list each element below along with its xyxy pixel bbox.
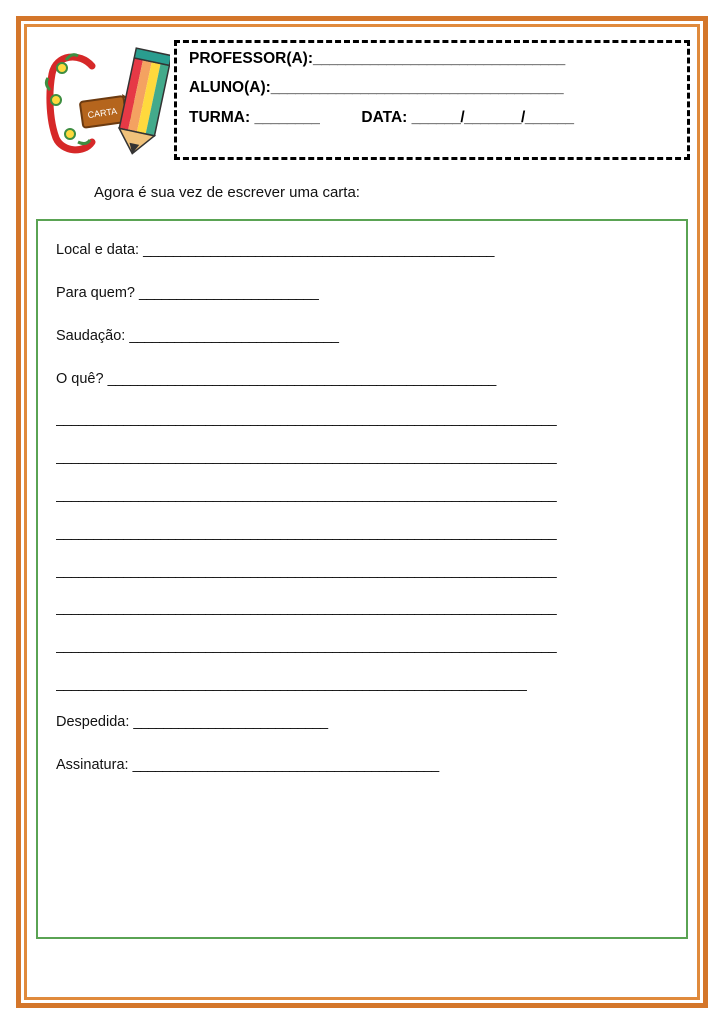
field-para-quem: [56, 286, 668, 302]
field-label: O quê?: [56, 371, 104, 387]
class-label: TURMA:: [189, 109, 251, 126]
writing-line[interactable]: ___________________________________________________________________: [56, 525, 557, 541]
letter-template-box: [36, 219, 688, 939]
field-label: Despedida:: [56, 715, 130, 731]
field-despedida: [56, 715, 668, 731]
student-blank[interactable]: ____________________________________: [270, 80, 564, 97]
writing-line[interactable]: ___________________________________________________________________: [56, 487, 557, 503]
field-label: Para quem?: [56, 285, 135, 301]
teacher-field-row: [189, 51, 677, 67]
field-blank[interactable]: ________________________: [139, 285, 319, 301]
instruction-text: Agora é sua vez de escrever uma carta:: [94, 184, 360, 201]
writing-line[interactable]: _______________________________________________________________: [56, 677, 527, 693]
student-info-box: [174, 40, 690, 160]
date-blank[interactable]: ______/_______/______: [411, 109, 574, 126]
field-label: Assinatura:: [56, 758, 129, 774]
field-blank[interactable]: _________________________________________: [132, 758, 439, 774]
field-blank[interactable]: ____________________________________________________: [107, 371, 496, 387]
writing-line[interactable]: ___________________________________________________________________: [56, 411, 557, 427]
date-label: DATA:: [361, 109, 408, 126]
field-blank[interactable]: ____________________________: [129, 328, 339, 344]
field-label: Saudação:: [56, 328, 126, 344]
header: [32, 32, 692, 172]
writing-line[interactable]: ___________________________________________________________________: [56, 601, 557, 617]
writing-line[interactable]: ___________________________________________________________________: [56, 563, 557, 579]
writing-line[interactable]: ___________________________________________________________________: [56, 449, 557, 465]
student-label: ALUNO(A):: [189, 80, 271, 97]
svg-text:CARTA: CARTA: [86, 106, 118, 121]
student-field-row: [189, 80, 677, 96]
teacher-label: PROFESSOR(A):: [189, 51, 313, 67]
page-content: [32, 32, 692, 992]
field-local-e-data: [56, 243, 668, 259]
field-assinatura: [56, 758, 668, 774]
field-label: Local e data:: [56, 243, 140, 258]
writing-line[interactable]: ___________________________________________________________________: [56, 639, 557, 655]
field-blank[interactable]: __________________________: [133, 715, 328, 731]
teacher-blank[interactable]: _______________________________: [313, 51, 565, 67]
field-blank[interactable]: _______________________________________________: [143, 243, 494, 258]
class-date-field-row: [189, 110, 677, 126]
field-saudacao: [56, 329, 668, 345]
class-blank[interactable]: ________: [254, 109, 320, 126]
school-logo-icon: [40, 38, 170, 163]
field-o-que: [56, 372, 668, 388]
